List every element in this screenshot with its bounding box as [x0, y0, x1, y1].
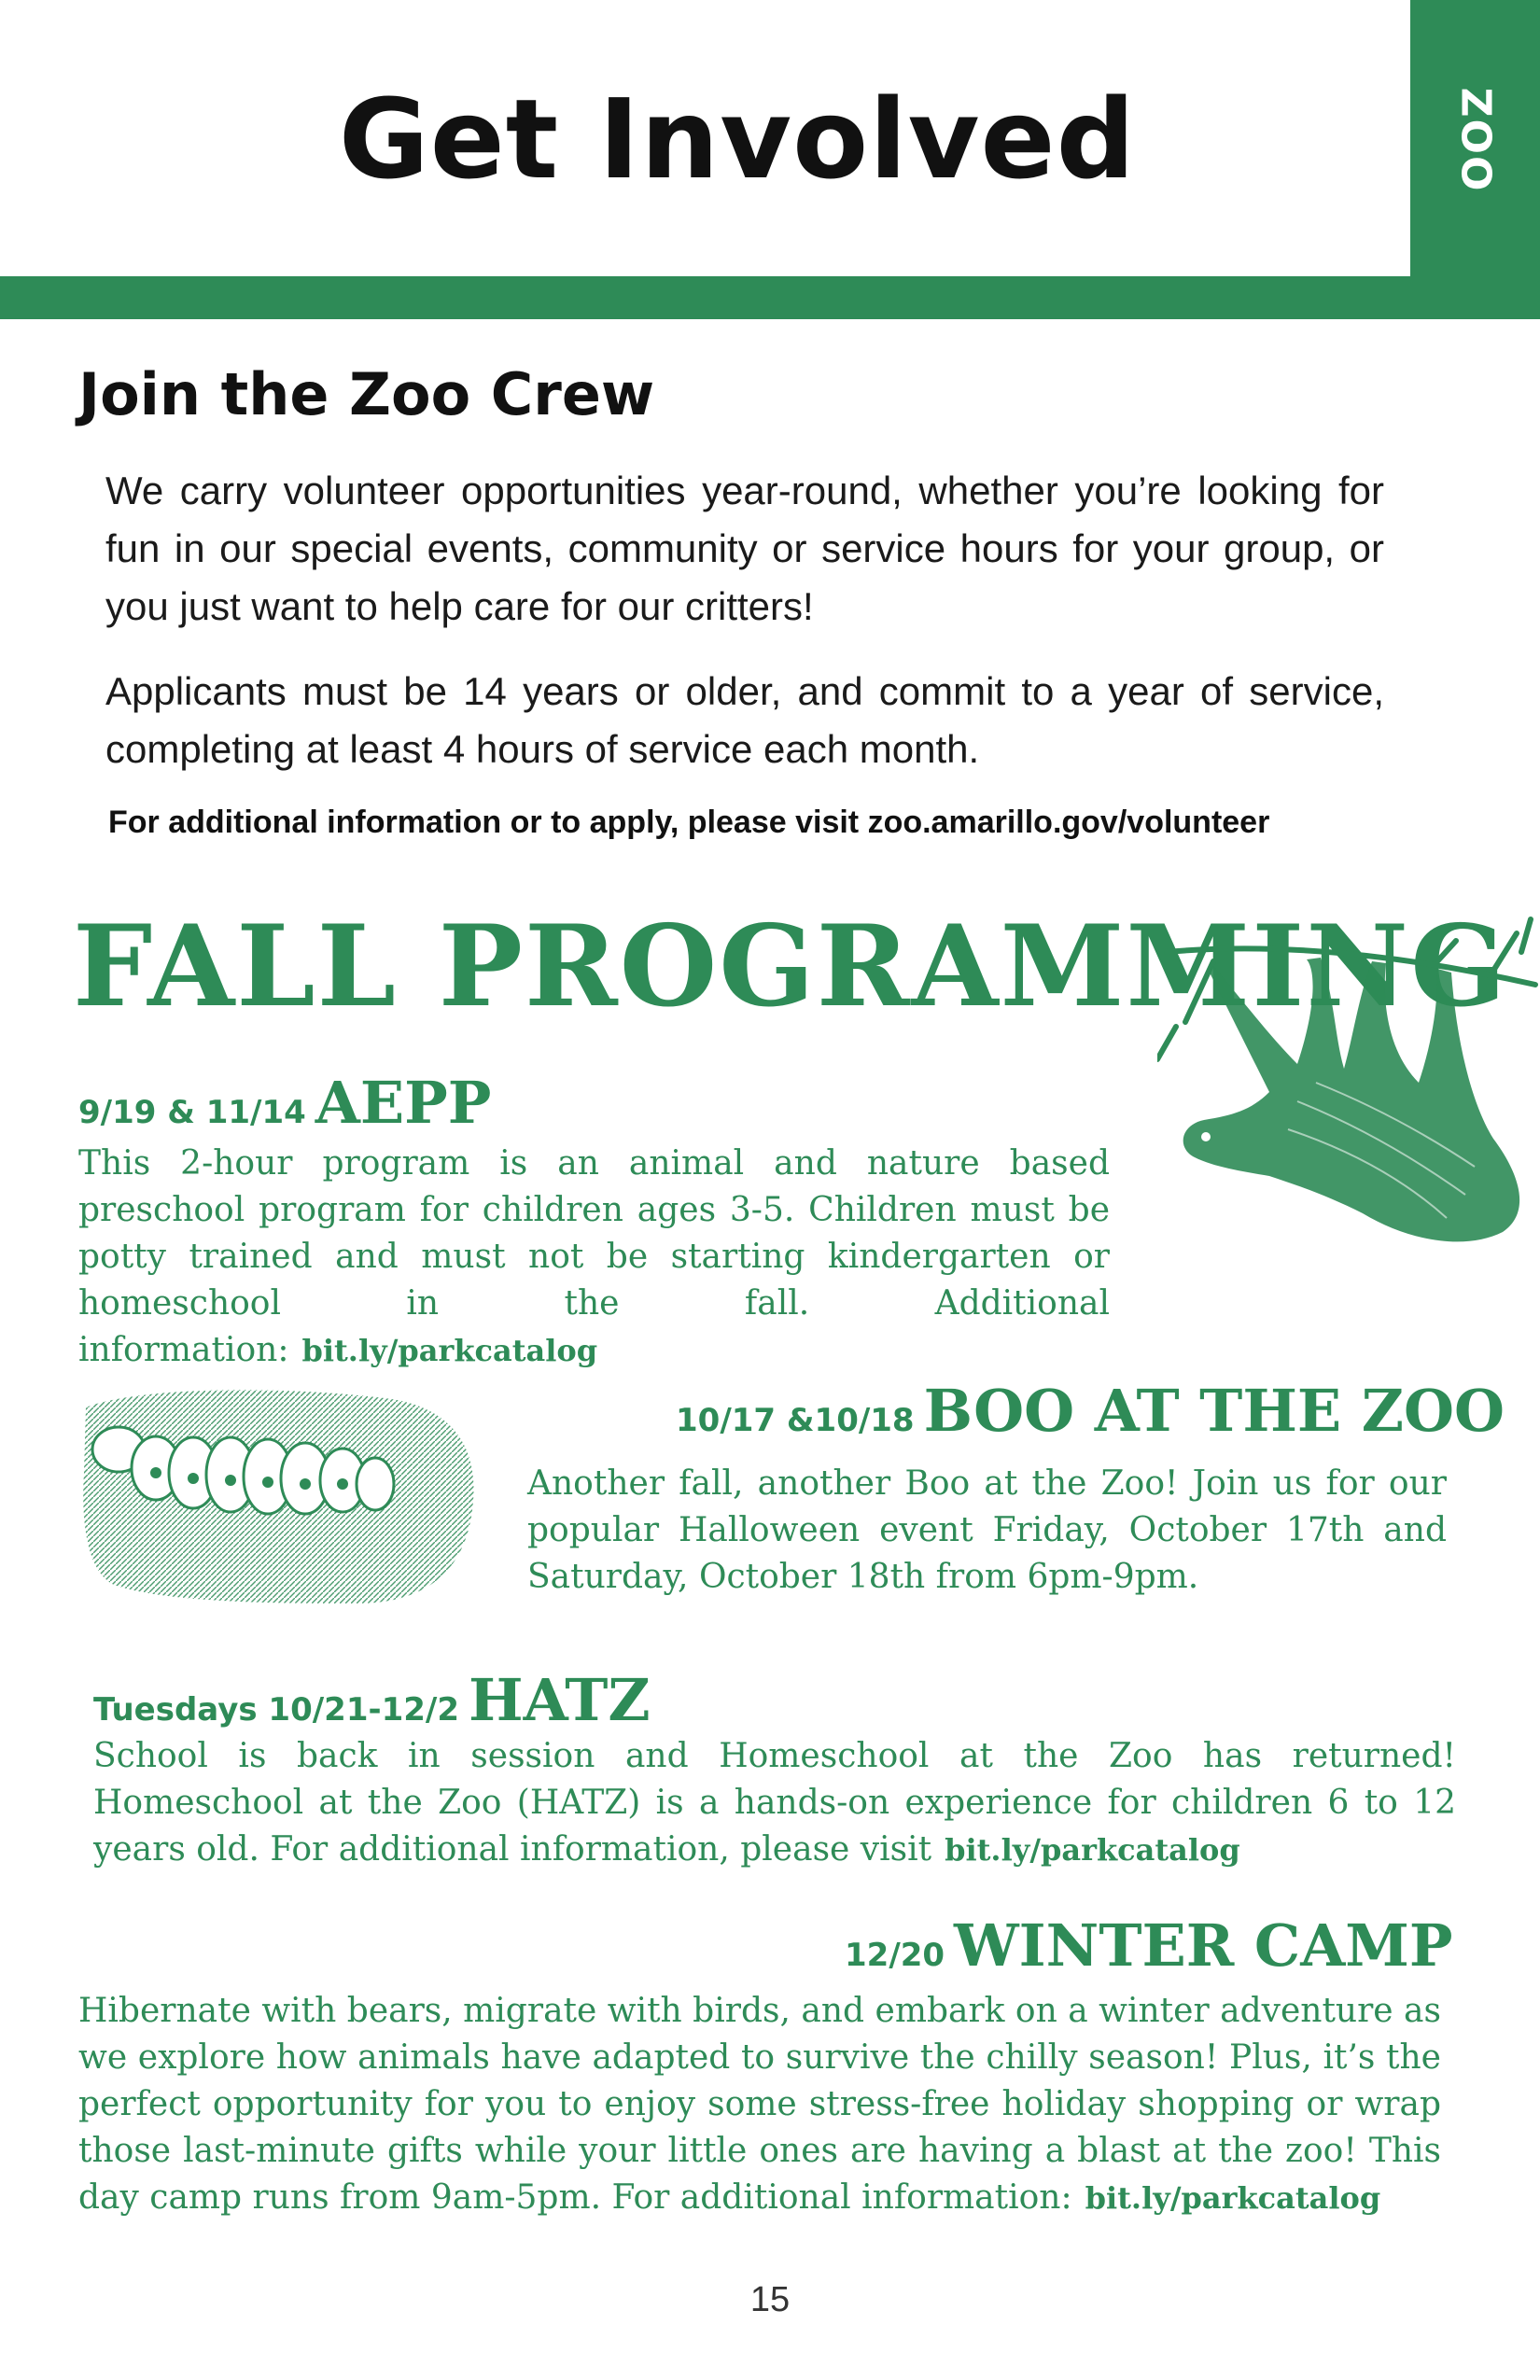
- program-heading-hatz: [93, 1666, 651, 1734]
- park-catalog-link[interactable]: bit.ly/parkcatalog: [945, 1832, 1240, 1868]
- program-date: 10/17 &10/18: [676, 1402, 915, 1439]
- page-title: Get Involved: [338, 75, 1137, 203]
- program-text: School is back in session and Homeschool at the Zoo has returned! Homeschool at the Zoo (HATZ) is a hands-on experience for children 6 to 12 years old. For additional information, please visit: [93, 1737, 1456, 1869]
- program-title: HATZ: [468, 1666, 651, 1734]
- fall-programming-heading: FALL PROGRAMMING: [73, 901, 1508, 1032]
- program-text: Hibernate with bears, migrate with birds, and embark on a winter adventure as we explore how animals have adapted to survive the chilly season! Plus, it’s the perfect opportunity for you to enjoy some stress-free holiday shopping or wrap those last-minute gifts while your little ones are having a blast at the zoo! This day camp runs from 9am-5pm. For additional information:: [78, 1992, 1441, 2217]
- program-title: BOO AT THE ZOO: [923, 1377, 1505, 1445]
- program-description-aepp: [78, 1141, 1110, 1374]
- program-date: 9/19 & 11/14: [78, 1094, 306, 1131]
- program-heading-boo: [676, 1377, 1505, 1445]
- program-heading-winter-camp: [845, 1911, 1453, 1980]
- larva-illustration: [77, 1379, 480, 1608]
- program-description-hatz: [93, 1733, 1456, 1873]
- sloth-illustration: [1157, 896, 1540, 1269]
- park-catalog-link[interactable]: bit.ly/parkcatalog: [1085, 2180, 1381, 2216]
- program-title: AEPP: [315, 1069, 492, 1137]
- volunteer-info-link[interactable]: For additional information or to apply, please visit zoo.amarillo.gov/volunteer: [108, 805, 1270, 840]
- program-date: Tuesdays 10/21-12/2: [93, 1691, 459, 1729]
- header-divider-band: [0, 276, 1540, 319]
- program-description-boo: [527, 1461, 1447, 1601]
- program-description-winter-camp: [78, 1988, 1441, 2221]
- section-tab-label: ZOO: [1451, 87, 1499, 193]
- join-heading: Join the Zoo Crew: [78, 360, 655, 428]
- program-text: Another fall, another Boo at the Zoo! Join us for our popular Halloween event Friday, October 17th and Saturday, October 18th from 6pm-9pm.: [527, 1464, 1447, 1596]
- join-paragraph-1: We carry volunteer opportunities year-round, whether you’re looking for fun in our special events, community or service hours for your group, or you just want to help care for our critters!: [105, 469, 1384, 628]
- join-paragraph-2: Applicants must be 14 years or older, and commit to a year of service, completing at least 4 hours of service each month.: [105, 669, 1384, 771]
- park-catalog-link[interactable]: bit.ly/parkcatalog: [301, 1333, 598, 1368]
- program-date: 12/20: [845, 1937, 945, 1974]
- page-number: 15: [749, 2280, 791, 2319]
- program-heading-aepp: [78, 1069, 491, 1137]
- program-title: WINTER CAMP: [954, 1911, 1453, 1980]
- program-text: This 2-hour program is an animal and nature based preschool program for children ages 3-5. Children must be potty trained and must not be starting kindergarten or homeschool in the fall. Additional information:: [78, 1144, 1110, 1369]
